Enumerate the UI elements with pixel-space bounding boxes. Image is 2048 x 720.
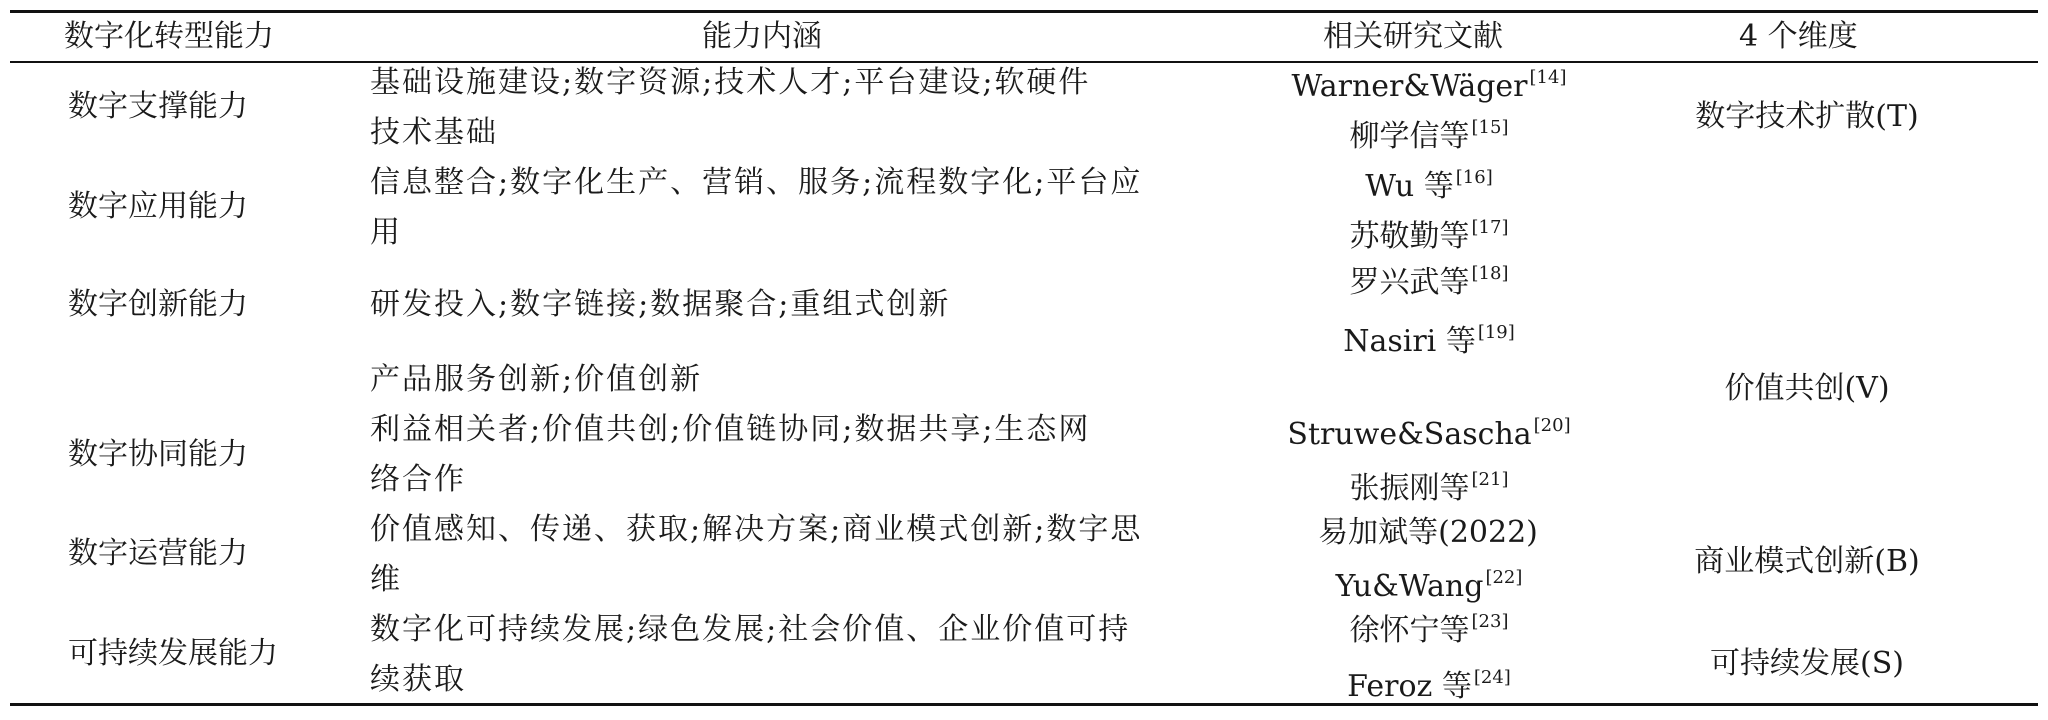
reference-entry: Warner&Wäger [14] [1291,67,1567,104]
reference-entry: Nasiri 等 [19] [1343,322,1515,359]
connotation-line: 价值感知、传递、获取;解决方案;商业模式创新;数字思 [370,512,1143,547]
connotation-line: 产品服务创新;价值创新 [370,362,703,397]
header-connotation: 能力内涵 [702,19,822,54]
capability-table [10,10,2038,710]
reference-entry: 易加斌等(2022) [1318,515,1538,550]
capability-name: 数字协同能力 [68,437,248,472]
connotation-line: 续获取 [370,662,466,697]
capability-name: 可持续发展能力 [68,636,278,671]
reference-entry: Struwe&Sascha [20] [1287,415,1571,452]
connotation-line: 研发投入;数字链接;数据聚合;重组式创新 [370,287,951,322]
connotation-line: 络合作 [370,462,466,497]
dimension-label: 价值共创(V) [1724,371,1890,406]
table-header-rule [10,61,2038,63]
header-references: 相关研究文献 [1323,19,1503,54]
reference-entry: Feroz 等 [24] [1347,667,1511,704]
header-dimensions: 4 个维度 [1739,19,1858,54]
reference-entry: 柳学信等 [15] [1349,117,1509,154]
reference-entry: 张振刚等 [21] [1349,469,1509,506]
connotation-line: 利益相关者;价值共创;价值链协同;数据共享;生态网 [370,412,1091,447]
connotation-line: 维 [370,562,402,597]
header-capability: 数字化转型能力 [64,19,274,54]
capability-name: 数字支撑能力 [68,89,248,124]
table-top-rule [10,10,2038,13]
dimension-label: 可持续发展(S) [1710,646,1904,681]
dimension-label: 数字技术扩散(T) [1695,99,1919,134]
connotation-line: 用 [370,215,402,250]
connotation-line: 信息整合;数字化生产、营销、服务;流程数字化;平台应 [370,165,1143,200]
reference-entry: 徐怀宁等 [23] [1349,611,1509,648]
dimension-label: 商业模式创新(B) [1694,544,1920,579]
capability-name: 数字运营能力 [68,536,248,571]
connotation-line: 数字化可持续发展;绿色发展;社会价值、企业价值可持 [370,612,1131,647]
capability-name: 数字创新能力 [68,287,248,322]
connotation-line: 技术基础 [370,115,498,150]
capability-name: 数字应用能力 [68,189,248,224]
reference-entry: Yu&Wang [22] [1335,567,1523,604]
reference-entry: Wu 等 [16] [1365,167,1493,204]
table-bottom-rule [10,703,2038,706]
reference-entry: 罗兴武等 [18] [1349,263,1509,300]
reference-entry: 苏敬勤等 [17] [1349,217,1509,254]
connotation-line: 基础设施建设;数字资源;技术人才;平台建设;软硬件 [370,65,1091,100]
